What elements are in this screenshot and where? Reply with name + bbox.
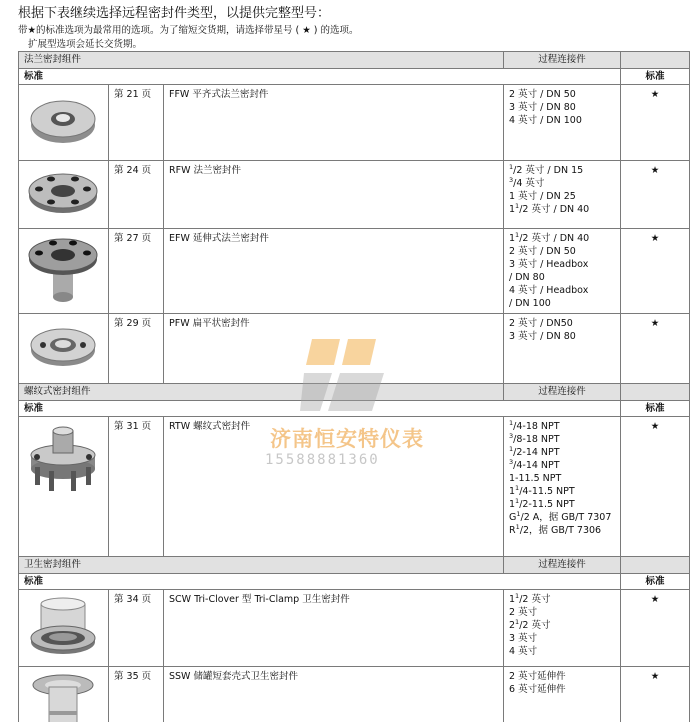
- connection-option: [509, 271, 615, 284]
- seal-row: [19, 314, 690, 384]
- connection-whole: 2 英寸: [509, 607, 538, 618]
- connection-whole: 4 英寸 / Headbox: [509, 285, 589, 296]
- connection-rest: /2-11.5 NPT: [519, 499, 575, 510]
- tank-spud-seal-icon: [23, 671, 104, 722]
- connection-fraction-numerator: 3: [509, 458, 514, 466]
- connection-whole: / DN 80: [509, 272, 545, 283]
- tri-clamp-seal-icon: [23, 594, 104, 662]
- seal-image: [19, 417, 109, 557]
- connection-option: [509, 164, 615, 177]
- connection-option: [509, 297, 615, 310]
- connection-whole: G: [509, 512, 517, 523]
- connection-whole: 3 英寸: [509, 633, 538, 644]
- threaded-seal-icon: [23, 421, 104, 501]
- group-header: [19, 52, 690, 69]
- standard-star: ★: [621, 85, 690, 161]
- seal-name: EFW 延伸式法兰密封件: [164, 229, 504, 314]
- page-reference: 第 34 页: [109, 590, 164, 667]
- page-reference: 第 29 页: [109, 314, 164, 384]
- group-std-blank: [621, 384, 690, 401]
- seal-name: FFW 平齐式法兰密封件: [164, 85, 504, 161]
- connection-option: [509, 524, 615, 537]
- process-connections: [504, 314, 621, 384]
- connection-option: [509, 190, 615, 203]
- page-reference: 第 35 页: [109, 667, 164, 722]
- connection-option: [509, 498, 615, 511]
- connection-option: [509, 177, 615, 190]
- connection-option: 3 英寸 / DN 80: [509, 102, 576, 113]
- connection-option: [509, 619, 615, 632]
- seal-image: [19, 314, 109, 384]
- connection-whole: 1: [509, 233, 516, 244]
- process-connections: [504, 590, 621, 667]
- connection-rest: /2 英寸: [519, 594, 551, 605]
- connection-option: [509, 593, 615, 606]
- seal-row: [19, 229, 690, 314]
- connection-option: 2 英寸 / DN50: [509, 318, 573, 329]
- extended-flange-seal-icon: [23, 233, 104, 303]
- conn-header: 过程连接件: [504, 557, 621, 574]
- standard-subheader: [19, 69, 690, 85]
- intro-note-extended: 扩展型选项会延长交货期。: [28, 39, 143, 50]
- connection-whole: 1 英寸 / DN 25: [509, 191, 576, 202]
- process-connections: [504, 667, 621, 722]
- seal-selection-table: [18, 51, 690, 722]
- connection-option: [509, 203, 615, 216]
- connection-fraction-numerator: 1: [516, 510, 521, 518]
- standard-label: 标准: [19, 401, 621, 417]
- standard-label: 标准: [19, 574, 621, 590]
- connection-option: [509, 459, 615, 472]
- seal-image: [19, 85, 109, 161]
- group-std-blank: [621, 52, 690, 69]
- connection-whole: 1: [509, 499, 516, 510]
- seal-image: [19, 667, 109, 722]
- intro-note-standard: 带★的标准选项为最常用的选项。为了缩短交货期，请选择带星号 ( ★ ) 的选项。: [18, 25, 359, 36]
- connection-whole: 1-11.5 NPT: [509, 473, 562, 484]
- group-std-blank: [621, 557, 690, 574]
- connection-option: [509, 433, 615, 446]
- connection-option: [509, 645, 615, 658]
- connection-whole: R: [509, 525, 516, 536]
- group-header: [19, 384, 690, 401]
- connection-option: [509, 284, 615, 297]
- standard-column-header: 标准: [621, 401, 690, 417]
- standard-label: 标准: [19, 69, 621, 85]
- connection-rest: /2-14 NPT: [513, 447, 560, 458]
- connection-fraction-numerator: 1: [515, 484, 520, 492]
- seal-name: RFW 法兰密封件: [164, 161, 504, 229]
- connection-option: [509, 632, 615, 645]
- connection-fraction-numerator: 1: [515, 523, 520, 531]
- seal-name: SSW 储罐短套壳式卫生密封件: [164, 667, 504, 722]
- connection-option: 4 英寸 / DN 100: [509, 115, 582, 126]
- page-reference: 第 21 页: [109, 85, 164, 161]
- conn-header: 过程连接件: [504, 384, 621, 401]
- connection-option: [509, 420, 615, 433]
- standard-star: ★: [621, 667, 690, 722]
- standard-column-header: 标准: [621, 574, 690, 590]
- connection-rest: /4-11.5 NPT: [519, 486, 575, 497]
- standard-star: ★: [621, 590, 690, 667]
- seal-row: [19, 161, 690, 229]
- standard-subheader: [19, 401, 690, 417]
- group-title: 法兰密封组件: [19, 52, 504, 69]
- pancake-seal-icon: [23, 318, 104, 374]
- standard-subheader: [19, 574, 690, 590]
- conn-header: 过程连接件: [504, 52, 621, 69]
- connection-whole: 4 英寸: [509, 646, 538, 657]
- seal-row: [19, 417, 690, 557]
- connection-rest: /8-18 NPT: [513, 434, 560, 445]
- seal-row: [19, 85, 690, 161]
- connection-fraction-numerator: 1: [509, 163, 514, 171]
- seal-image: [19, 229, 109, 314]
- flush-flange-seal-icon: [23, 89, 104, 153]
- process-connections: [504, 229, 621, 314]
- group-title: 螺纹式密封组件: [19, 384, 504, 401]
- connection-fraction-numerator: 1: [515, 618, 520, 626]
- connection-rest: /2 A，据 GB/T 7307: [520, 512, 612, 523]
- group-title: 卫生密封组件: [19, 557, 504, 574]
- connection-option: [509, 606, 615, 619]
- remote-flange-seal-icon: [23, 165, 104, 221]
- connection-option: [509, 446, 615, 459]
- connection-option: [509, 245, 615, 258]
- connection-rest: /4-18 NPT: [513, 421, 560, 432]
- connection-whole: 1: [509, 204, 516, 215]
- watermark-company: 济南恒安特仪表: [270, 427, 424, 451]
- connection-fraction-numerator: 1: [509, 445, 514, 453]
- group-header: [19, 557, 690, 574]
- standard-column-header: 标准: [621, 69, 690, 85]
- connection-option: 2 英寸 / DN 50: [509, 89, 576, 100]
- standard-star: ★: [621, 161, 690, 229]
- seal-row: [19, 590, 690, 667]
- connection-option: 3 英寸 / DN 80: [509, 331, 576, 342]
- connection-rest: /4 英寸: [513, 178, 545, 189]
- connection-rest: /2，据 GB/T 7306: [519, 525, 602, 536]
- connection-rest: /2 英寸 / DN 40: [519, 204, 590, 215]
- seal-name: PFW 扁平状密封件: [164, 314, 504, 384]
- page-reference: 第 27 页: [109, 229, 164, 314]
- connection-option: [509, 472, 615, 485]
- process-connections: [504, 85, 621, 161]
- connection-whole: / DN 100: [509, 298, 551, 309]
- connection-whole: 2: [509, 620, 516, 631]
- connection-option: [509, 485, 615, 498]
- connection-rest: /4-14 NPT: [513, 460, 560, 471]
- page-reference: 第 31 页: [109, 417, 164, 557]
- standard-star: ★: [621, 314, 690, 384]
- connection-rest: /2 英寸 / DN 15: [513, 165, 584, 176]
- seal-image: [19, 590, 109, 667]
- connection-rest: /2 英寸: [519, 620, 551, 631]
- standard-star: ★: [621, 417, 690, 557]
- process-connections: [504, 161, 621, 229]
- intro-title: 根据下表继续选择远程密封件类型，以提供完整型号：: [18, 6, 331, 21]
- connection-option: 2 英寸延伸件: [509, 671, 566, 682]
- connection-whole: 1: [509, 486, 516, 497]
- seal-row: [19, 667, 690, 722]
- seal-image: [19, 161, 109, 229]
- connection-fraction-numerator: 3: [509, 432, 514, 440]
- seal-name: SCW Tri-Clover 型 Tri-Clamp 卫生密封件: [164, 590, 504, 667]
- connection-fraction-numerator: 3: [509, 176, 514, 184]
- connection-option: 6 英寸延伸件: [509, 684, 566, 695]
- connection-rest: /2 英寸 / DN 40: [519, 233, 590, 244]
- connection-whole: 2 英寸 / DN 50: [509, 246, 576, 257]
- seal-name: RTW 螺纹式密封件: [164, 417, 504, 557]
- connection-whole: 3 英寸 / Headbox: [509, 259, 589, 270]
- connection-fraction-numerator: 1: [515, 497, 520, 505]
- connection-fraction-numerator: 1: [509, 419, 514, 427]
- connection-fraction-numerator: 1: [515, 592, 520, 600]
- connection-fraction-numerator: 1: [515, 202, 520, 210]
- connection-option: [509, 258, 615, 271]
- connection-option: [509, 232, 615, 245]
- standard-star: ★: [621, 229, 690, 314]
- connection-option: [509, 511, 615, 524]
- watermark-phone: 15588881360: [265, 452, 380, 468]
- connection-whole: 1: [509, 594, 516, 605]
- connection-fraction-numerator: 1: [515, 231, 520, 239]
- page-reference: 第 24 页: [109, 161, 164, 229]
- process-connections: [504, 417, 621, 557]
